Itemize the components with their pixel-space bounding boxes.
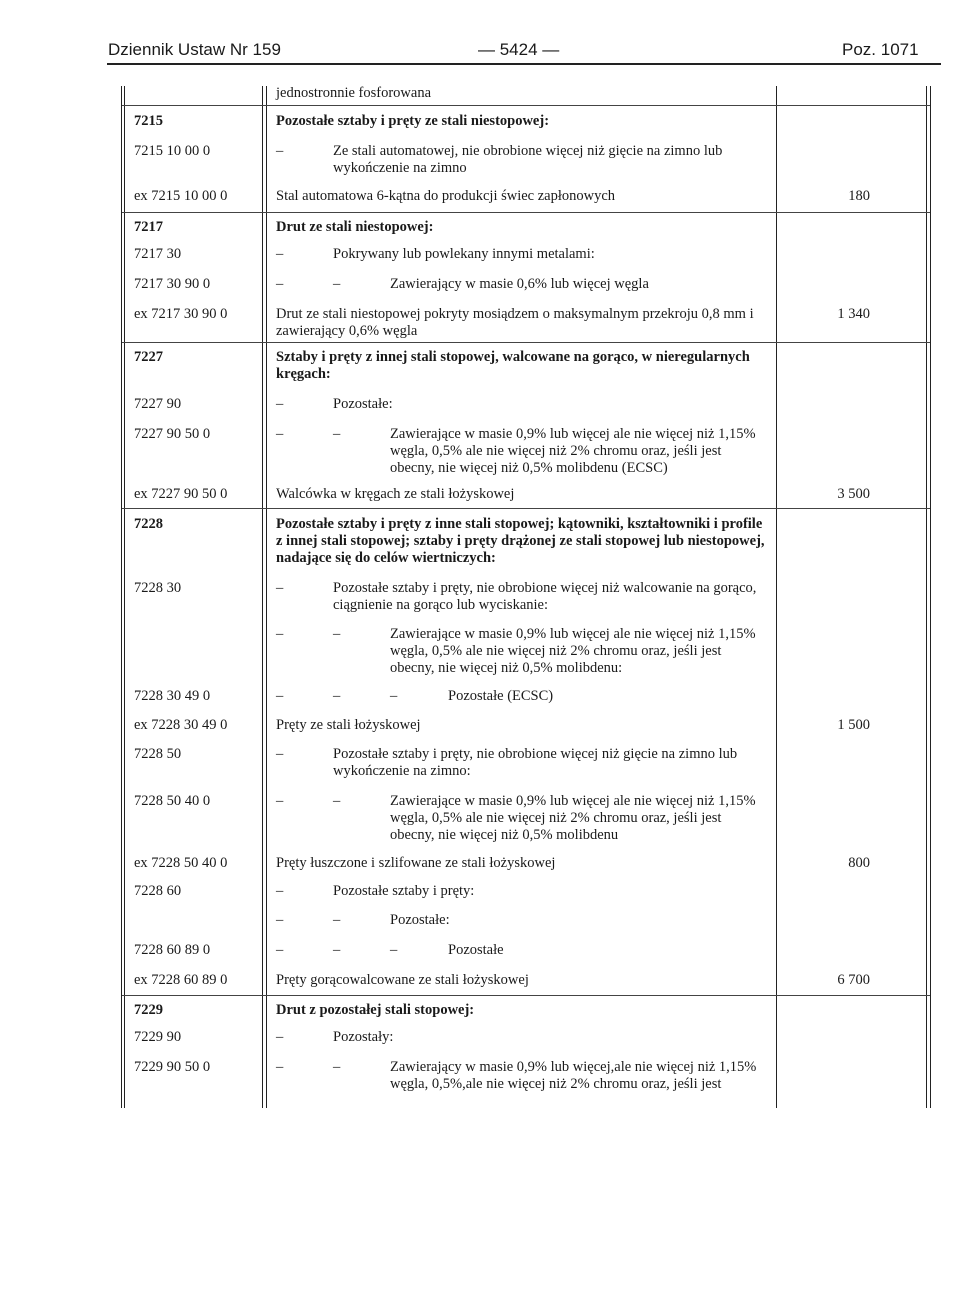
cn-code: 7228 30 49 0: [134, 688, 211, 704]
cn-code: 7217 30: [134, 246, 182, 262]
goods-description: Pozostałe: [448, 942, 504, 958]
rate-value: 1 340: [837, 306, 870, 322]
row-separator: [122, 105, 930, 106]
indent-dash: –: [276, 626, 284, 642]
rate-value: 180: [848, 188, 870, 204]
indent-dash: –: [333, 688, 341, 704]
indent-dash: –: [276, 580, 284, 596]
journal-title: Dziennik Ustaw Nr 159: [108, 40, 281, 59]
goods-description: Pręty ze stali łożyskowej: [276, 717, 421, 733]
cn-code: 7227 90: [134, 396, 182, 412]
cn-code: ex 7228 50 40 0: [134, 855, 228, 871]
goods-description: Pozostałe:: [333, 396, 393, 412]
goods-description: Pozostałe:: [390, 912, 450, 928]
indent-dash: –: [276, 276, 284, 292]
goods-description: Drut z pozostałej stali stopowej:: [276, 1002, 475, 1018]
row-separator: [122, 508, 930, 509]
table-border-left-inner: [124, 86, 125, 1108]
goods-description: jednostronnie fosforowana: [276, 85, 432, 101]
indent-dash: –: [276, 246, 284, 262]
cn-code: 7228 60 89 0: [134, 942, 211, 958]
indent-dash: –: [276, 883, 284, 899]
goods-description: Pozostałe sztaby i pręty, nie obrobione więcej niż walcowanie na gorąco, ciągnienie na gorąco lub wyciskanie:: [333, 580, 757, 613]
goods-description: Zawierające w masie 0,9% lub więcej ale nie więcej niż 1,15% węgla, 0,5% ale nie więcej niż 2% chromu oraz, jeśli jest obecny, nie więcej niż 0,5% molibdenu:: [390, 626, 756, 676]
cn-code: 7227 90 50 0: [134, 426, 211, 442]
row-separator: [122, 342, 930, 343]
column-divider-code-inner: [266, 86, 267, 1108]
indent-dash: –: [390, 942, 398, 958]
goods-description: Pozostałe sztaby i pręty z inne stali stopowej; kątowniki, kształtowniki i profile z innej stali stopowej; sztaby i pręty drążonej ze stali stopowej lub niestopowej, nadające się do celów wiertniczych:: [276, 516, 765, 566]
indent-dash: –: [276, 143, 284, 159]
indent-dash: –: [333, 626, 341, 642]
goods-description: Pozostałe (ECSC): [448, 688, 554, 704]
indent-dash: –: [276, 746, 284, 762]
cn-code: ex 7227 90 50 0: [134, 486, 228, 502]
indent-dash: –: [333, 1059, 341, 1075]
cn-code: ex 7228 60 89 0: [134, 972, 228, 988]
rate-value: 1 500: [837, 717, 870, 733]
goods-description: Pozostały:: [333, 1029, 394, 1045]
goods-description: Pozostałe sztaby i pręty, nie obrobione więcej niż gięcie na zimno lub wykończenie na zimno:: [333, 746, 738, 779]
cn-code: 7229 90 50 0: [134, 1059, 211, 1075]
cn-code: 7228 50: [134, 746, 182, 762]
cn-code: ex 7228 30 49 0: [134, 717, 228, 733]
rate-value: 6 700: [837, 972, 870, 988]
cn-code: ex 7215 10 00 0: [134, 188, 228, 204]
indent-dash: –: [276, 1059, 284, 1075]
cn-code: 7228: [134, 516, 163, 532]
indent-dash: –: [333, 942, 341, 958]
goods-description: Pręty łuszczone i szlifowane ze stali łożyskowej: [276, 855, 556, 871]
goods-description: Zawierający w masie 0,6% lub więcej węgla: [390, 276, 649, 292]
indent-dash: –: [333, 276, 341, 292]
column-divider-code: [262, 86, 263, 1108]
cn-code: ex 7217 30 90 0: [134, 306, 228, 322]
indent-dash: –: [333, 793, 341, 809]
indent-dash: –: [276, 1029, 284, 1045]
indent-dash: –: [276, 942, 284, 958]
cn-code: 7227: [134, 349, 163, 365]
cn-code: 7215 10 00 0: [134, 143, 211, 159]
goods-description: Zawierające w masie 0,9% lub więcej ale nie więcej niż 1,15% węgla, 0,5% ale nie więcej niż 2% chromu oraz, jeśli jest obecny, nie więcej niż 0,5% molibdenu: [390, 793, 756, 843]
indent-dash: –: [390, 688, 398, 704]
goods-description: Drut ze stali niestopowej:: [276, 219, 434, 235]
indent-dash: –: [333, 912, 341, 928]
goods-description: Ze stali automatowej, nie obrobione więcej niż gięcie na zimno lub wykończenie na zimno: [333, 143, 723, 176]
indent-dash: –: [276, 688, 284, 704]
row-separator: [122, 995, 930, 996]
cn-code: 7215: [134, 113, 163, 129]
page-number: — 5424 —: [478, 40, 560, 59]
rate-value: 800: [848, 855, 870, 871]
rate-value: 3 500: [837, 486, 870, 502]
goods-description: Drut ze stali niestopowej pokryty mosiądzem o maksymalnym przekroju 0,8 mm i zawierający 0,6% węgla: [276, 306, 754, 339]
goods-description: Pokrywany lub powlekany innymi metalami:: [333, 246, 595, 262]
indent-dash: –: [276, 912, 284, 928]
goods-description: Walcówka w kręgach ze stali łożyskowej: [276, 486, 515, 502]
table-border-left: [121, 86, 122, 1108]
cn-code: 7229: [134, 1002, 163, 1018]
goods-description: Pozostałe sztaby i pręty:: [333, 883, 475, 899]
goods-description: Pręty gorącowalcowane ze stali łożyskowej: [276, 972, 529, 988]
position-number: Poz. 1071: [842, 40, 919, 59]
indent-dash: –: [276, 793, 284, 809]
cn-code: 7228 30: [134, 580, 182, 596]
cn-code: 7228 50 40 0: [134, 793, 211, 809]
indent-dash: –: [276, 426, 284, 442]
indent-dash: –: [276, 396, 284, 412]
goods-description: Pozostałe sztaby i pręty ze stali niestopowej:: [276, 113, 550, 129]
cn-code: 7217 30 90 0: [134, 276, 211, 292]
goods-description: Zawierający w masie 0,9% lub więcej,ale nie więcej niż 1,15% węgla, 0,5%,ale nie więcej niż 2% chromu oraz, jeśli jest: [390, 1059, 757, 1092]
indent-dash: –: [333, 426, 341, 442]
cn-code: 7228 60: [134, 883, 182, 899]
goods-description: Sztaby i pręty z innej stali stopowej, walcowane na gorąco, w nieregularnych kręgach:: [276, 349, 750, 382]
goods-description: Stal automatowa 6-kątna do produkcji świec zapłonowych: [276, 188, 616, 204]
cn-code: 7229 90: [134, 1029, 182, 1045]
row-separator: [122, 212, 930, 213]
goods-description: Zawierające w masie 0,9% lub więcej ale nie więcej niż 1,15% węgla, 0,5% ale nie więcej niż 2% chromu oraz, jeśli jest obecny, nie więcej niż 0,5% molibdenu (ECSC): [390, 426, 756, 476]
cn-code: 7217: [134, 219, 163, 235]
header-rule: [107, 63, 941, 65]
